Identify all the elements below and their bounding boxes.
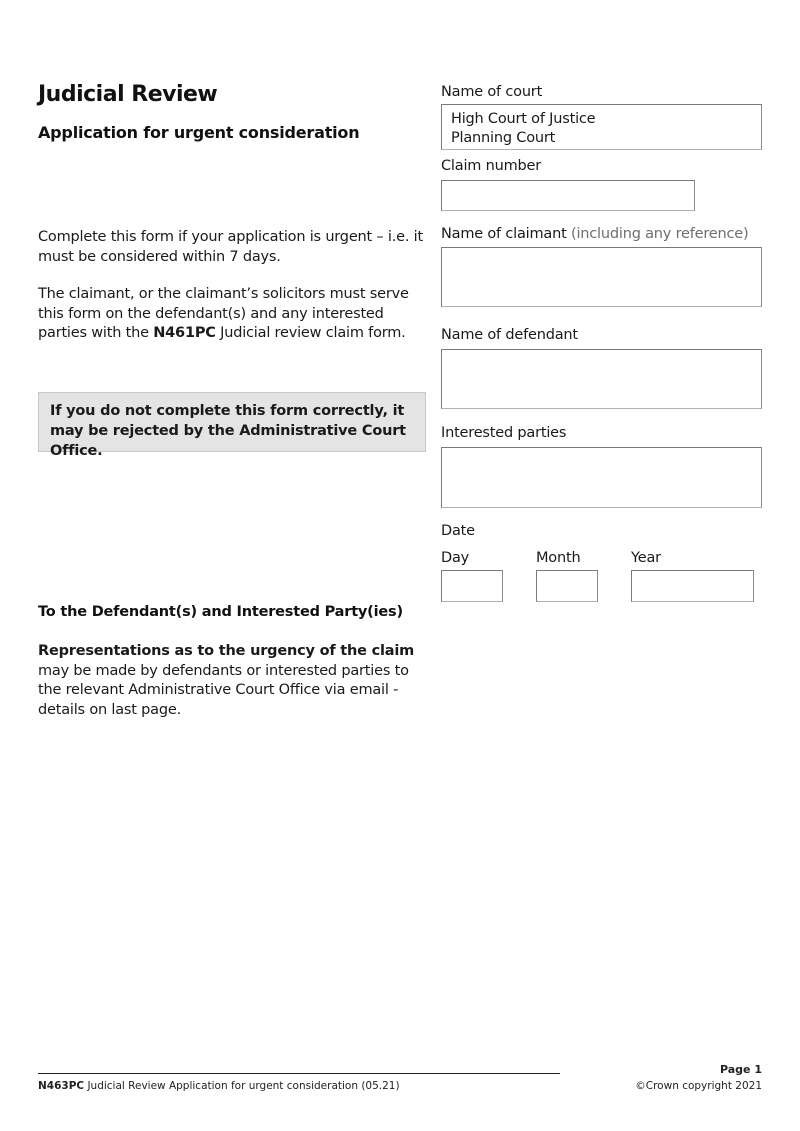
defendants-section-text	[38, 642, 428, 720]
court-line-2: Planning Court	[451, 130, 556, 146]
month-label: Month	[536, 550, 581, 566]
court-line-1: High Court of Justice	[451, 111, 596, 127]
footer-form-code: N463PC	[38, 1080, 85, 1092]
court-label: Name of court	[441, 84, 543, 100]
year-label: Year	[631, 550, 661, 566]
claim-number-label: Claim number	[441, 158, 541, 174]
representations-text: may be made by defendants or interested parties to the relevant Administrative Court Office via email - details on last page.	[38, 662, 409, 718]
claimant-label-hint: (including any reference)	[571, 226, 749, 242]
page-title: Judicial Review	[38, 82, 218, 107]
date-label: Date	[441, 523, 475, 539]
defendant-input[interactable]	[441, 349, 762, 409]
warning-notice: If you do not complete this form correctly, it may be rejected by the Administrative Court Office.	[38, 392, 426, 452]
intro-paragraph-2	[38, 285, 428, 344]
date-month-input[interactable]	[536, 570, 598, 602]
claimant-label-text: Name of claimant	[441, 226, 567, 242]
date-day-input[interactable]	[441, 570, 503, 602]
date-year-input[interactable]	[631, 570, 754, 602]
form-reference-n461pc: N461PC	[153, 325, 216, 341]
footer-divider	[38, 1073, 560, 1074]
footer-form-info	[38, 1080, 400, 1092]
claim-number-input[interactable]	[441, 180, 695, 211]
intro-paragraph-2-pre: The claimant, or the claimant’s solicitors must serve this form on the defendant(s) and any interested parties with the	[38, 286, 409, 341]
day-label: Day	[441, 550, 470, 566]
defendant-label: Name of defendant	[441, 327, 578, 343]
defendants-section-heading: To the Defendant(s) and Interested Party(ies)	[38, 604, 403, 620]
intro-paragraph-1: Complete this form if your application is urgent – i.e. it must be considered within 7 days.	[38, 229, 423, 265]
page-number: Page 1	[719, 1063, 762, 1076]
page-subtitle: Application for urgent consideration	[38, 123, 360, 142]
interested-parties-input[interactable]	[441, 447, 762, 508]
claimant-label	[441, 226, 748, 242]
interested-parties-label: Interested parties	[441, 425, 567, 441]
intro-paragraph-2-post: Judicial review claim form.	[215, 325, 406, 341]
claimant-input[interactable]	[441, 247, 762, 307]
court-field[interactable]	[441, 104, 762, 150]
footer-form-title: Judicial Review Application for urgent consideration (05.21)	[84, 1080, 400, 1092]
copyright-notice: ©Crown copyright 2021	[635, 1080, 762, 1092]
representations-bold: Representations as to the urgency of the claim	[38, 643, 415, 659]
